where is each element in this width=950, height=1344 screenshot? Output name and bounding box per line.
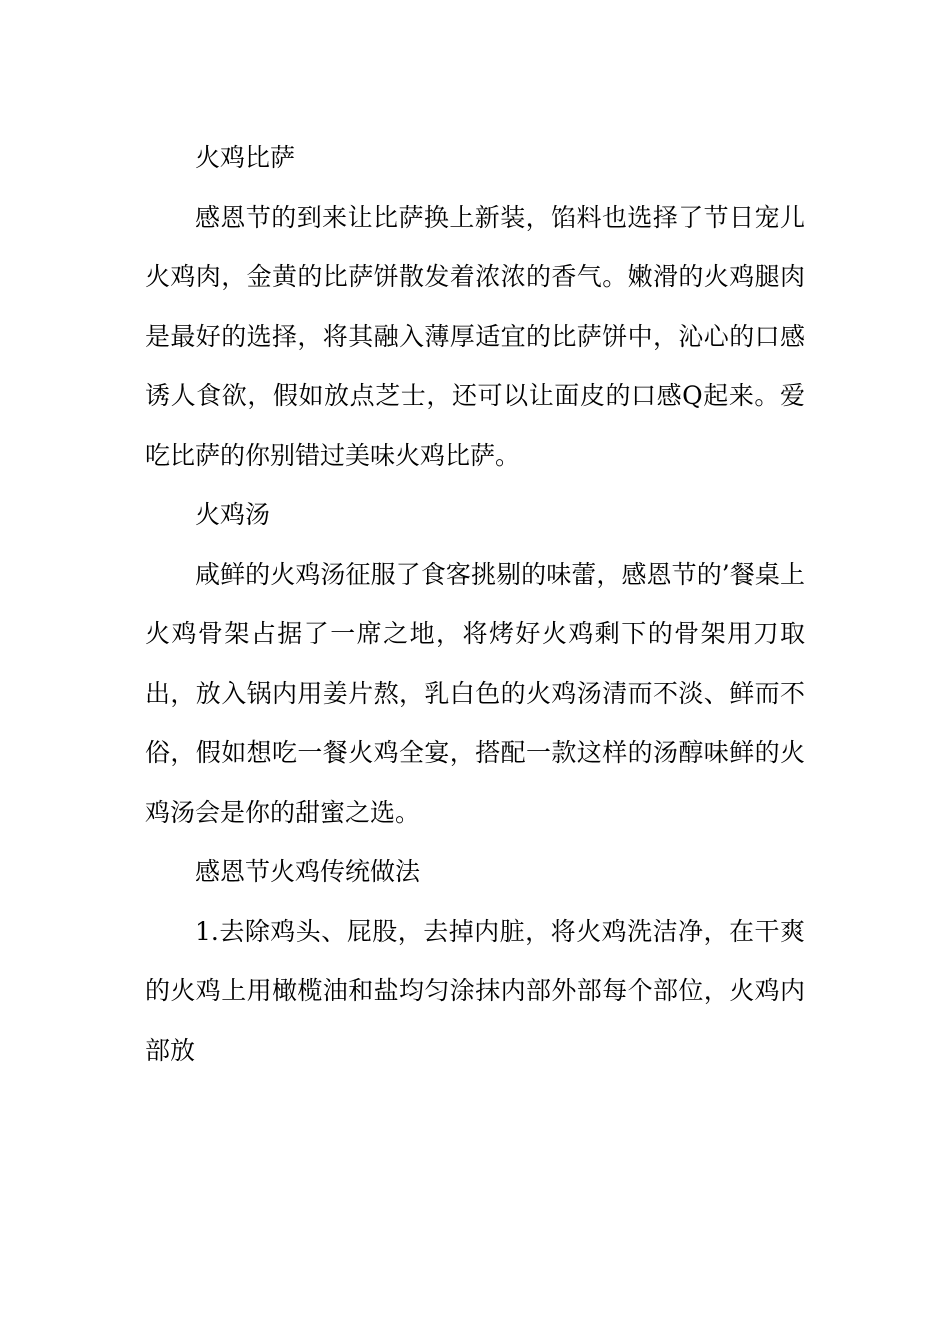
paragraph-turkey-soup: 咸鲜的火鸡汤征服了食客挑剔的味蕾，感恩节的’餐桌上火鸡骨架占据了一席之地，将烤好火鸡剩下的骨架用刀取出，放入锅内用姜片熬，乳白色的火鸡汤清而不淡、鲜而不俗，假如想吃一餐火鸡全宴，搭配一款这样的汤醇味鲜的火鸡汤会是你的甜蜜之选。 — [145, 559, 805, 827]
paragraph-step-1: 1.去除鸡头、屁股，去掉内脏，将火鸡洗洁净，在干爽的火鸡上用橄榄油和盐均匀涂抹内部外部每个部位，火鸡内部放 — [145, 916, 805, 1065]
document-body — [145, 128, 805, 1080]
heading-turkey-pizza: 火鸡比萨 — [195, 143, 296, 172]
heading-traditional-method: 感恩节火鸡传统做法 — [195, 857, 421, 886]
paragraph-turkey-pizza: 感恩节的到来让比萨换上新装，馅料也选择了节日宠儿火鸡肉，金黄的比萨饼散发着浓浓的香气。嫩滑的火鸡腿肉是最好的选择，将其融入薄厚适宜的比萨饼中，沁心的口感诱人食欲，假如放点芝士，还可以让面皮的口感Q起来。爱吃比萨的你别错过美味火鸡比萨。 — [145, 202, 805, 470]
heading-turkey-soup: 火鸡汤 — [195, 500, 271, 529]
